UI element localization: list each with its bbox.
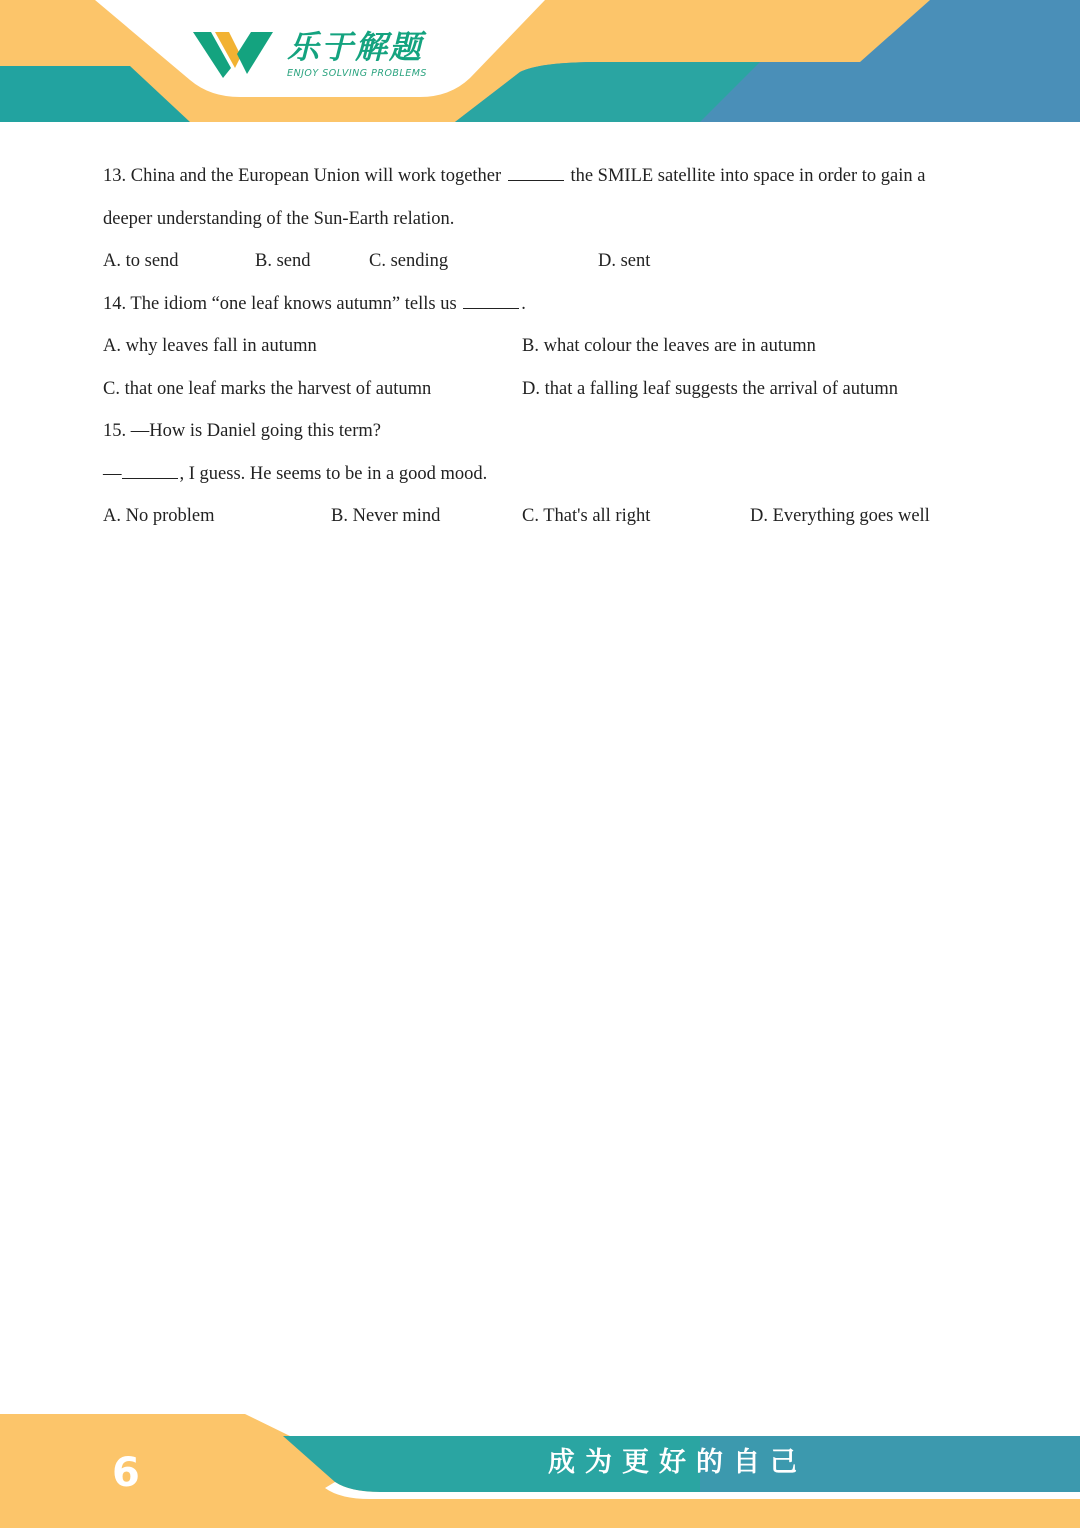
- footer-banner: [0, 1400, 1080, 1528]
- question-13-line1: 13. China and the European Union will work together the SMILE satellite into space in order to gain a: [103, 158, 963, 201]
- footer-slogan: 成为更好的自己: [548, 1447, 807, 1478]
- header-banner: [0, 0, 1080, 130]
- question-list: [103, 158, 963, 541]
- question-15-stem: 15. —How is Daniel going this term?: [103, 421, 381, 441]
- answer-blank: [122, 456, 178, 479]
- question-13-line2: deeper understanding of the Sun-Earth relation.: [103, 208, 455, 229]
- option-b: B. send: [255, 251, 311, 271]
- option-a: A. to send: [103, 251, 179, 271]
- option-b: B. what colour the leaves are in autumn: [522, 336, 816, 356]
- option-d: D. sent: [598, 251, 651, 271]
- question-14-options-row1: [103, 328, 963, 371]
- logo-icon: [193, 28, 273, 78]
- brand-tagline: ENJOY SOLVING PROBLEMS: [287, 68, 427, 79]
- question-14-stem: 14. The idiom “one leaf knows autumn” tells us .: [103, 286, 963, 329]
- answer-blank: [508, 158, 564, 181]
- answer-blank: [463, 286, 519, 309]
- page-number: 6: [112, 1450, 140, 1496]
- brand-name: 乐于解题: [287, 28, 424, 66]
- option-a: A. why leaves fall in autumn: [103, 336, 317, 356]
- option-c: C. that one leaf marks the harvest of autumn: [103, 378, 432, 399]
- question-15-reply: — , I guess. He seems to be in a good mood.: [103, 456, 963, 499]
- question-15-options: [103, 498, 963, 541]
- question-13-options: [103, 243, 963, 286]
- option-d: D. that a falling leaf suggests the arrival of autumn: [522, 378, 899, 399]
- question-14-options-row2: [103, 371, 963, 414]
- option-c: C. sending: [369, 251, 449, 271]
- option-d: D. Everything goes well: [750, 506, 930, 526]
- option-b: B. Never mind: [331, 506, 441, 526]
- option-a: A. No problem: [103, 506, 215, 526]
- option-c: C. That's all right: [522, 506, 651, 526]
